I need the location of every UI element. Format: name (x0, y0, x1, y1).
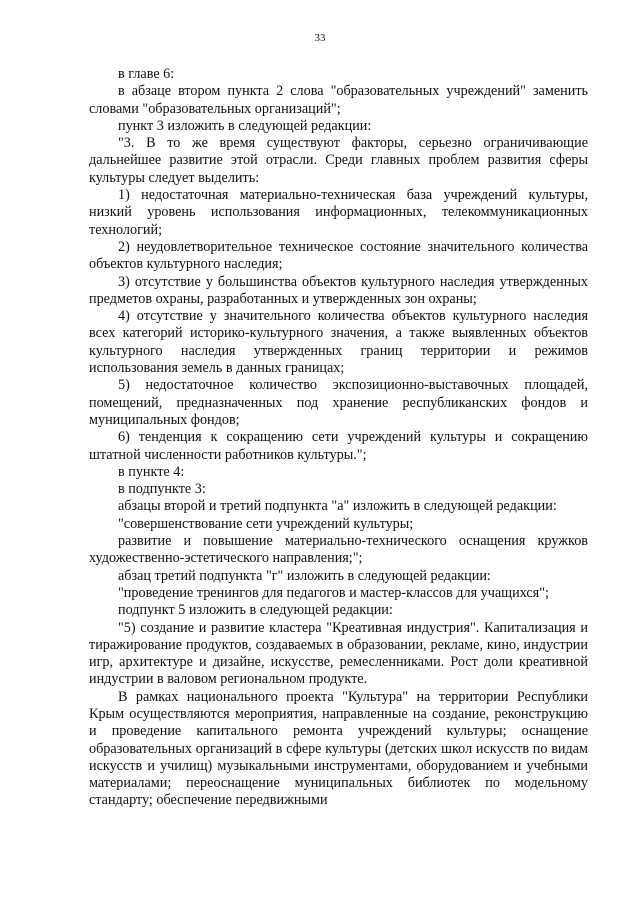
paragraph-clause-3-intro: пункт 3 изложить в следующей редакции: (118, 117, 372, 134)
list-item-4: 4) отсутствие у значительного количества объектов культурного наследия всех категорий историко-культурного значения, а также выявленных объектов культурного наследия утвержденных границ территории и режимов использования земель в данных границах; (89, 308, 588, 377)
list-item-2: 2) неудовлетворительное техническое состояние значительного количества объектов культурного наследия; (89, 238, 588, 273)
page-number: 33 (314, 32, 326, 44)
paragraph-clause-4: в пункте 4: (118, 463, 185, 480)
paragraph-subclause-g-intro: абзац третий подпункта "г" изложить в следующей редакции: (118, 567, 491, 584)
paragraph-subclause-3: в подпункте 3: (118, 481, 206, 498)
paragraph-national-project: В рамках национального проекта "Культура" на территории Республики Крым осуществляются мероприятия, направленные на создание, реконструкцию и проведение капитального ремонта учреждений культуры; оснащение образовательных организаций в сфере культуры (детских школ искусств по видам искусств и училищ) музыкальными инструментами, оборудованием и учебными материалами; переоснащение муниципальных библиотек по модельному стандарту; обеспечение передвижными (89, 688, 588, 809)
paragraph-chapter-6: в главе 6: (118, 66, 175, 82)
paragraph-clause-2-amendment: в абзаце втором пункта 2 слова "образовательных учреждений" заменить словами "образовательных организаций"; (89, 83, 588, 117)
paragraph-subclause-5-text: "5) создание и развитие кластера "Креативная индустрия". Капитализация и тиражирование продуктов, создаваемых в образовании, рекламе, кино, индустрии игр, архитектуре и дизайне, искусстве, ремесленниками. Рост доли креативной индустрии в валовом региональном продукте. (89, 619, 588, 688)
paragraph-subclause-g-text: "проведение тренингов для педагогов и мастер-классов для учащихся"; (118, 584, 549, 601)
paragraph-subclause-5-intro: подпункт 5 изложить в следующей редакции: (118, 602, 393, 619)
list-item-1: 1) недостаточная материально-техническая база учреждений культуры, низкий уровень использования информационных, телекоммуникационных технологий; (89, 187, 588, 238)
list-item-3: 3) отсутствие у большинства объектов культурного наследия утвержденных предметов охраны, разработанных и утвержденных зон охраны; (89, 273, 588, 307)
paragraph-subclause-a-line-1: "совершенствование сети учреждений культуры; (118, 515, 414, 532)
paragraph-subclause-a-intro: абзацы второй и третий подпункта "а" изложить в следующей редакции: (118, 498, 557, 515)
list-item-6: 6) тенденция к сокращению сети учреждений культуры и сокращению штатной численности работников культуры."; (89, 429, 588, 463)
list-item-5: 5) недостаточное количество экспозиционно-выставочных площадей, помещений, предназначенных под хранение республиканских фондов и муниципальных фондов; (89, 377, 588, 428)
paragraph-subclause-a-line-2: развитие и повышение материально-технического оснащения кружков художественно-эстетического направления;"; (89, 533, 588, 567)
document-body (89, 66, 588, 810)
paragraph-clause-3-text: "3. В то же время существуют факторы, серьезно ограничивающие дальнейшее развитие этой отрасли. Среди главных проблем развития сферы культуры следует выделить: (89, 135, 588, 186)
